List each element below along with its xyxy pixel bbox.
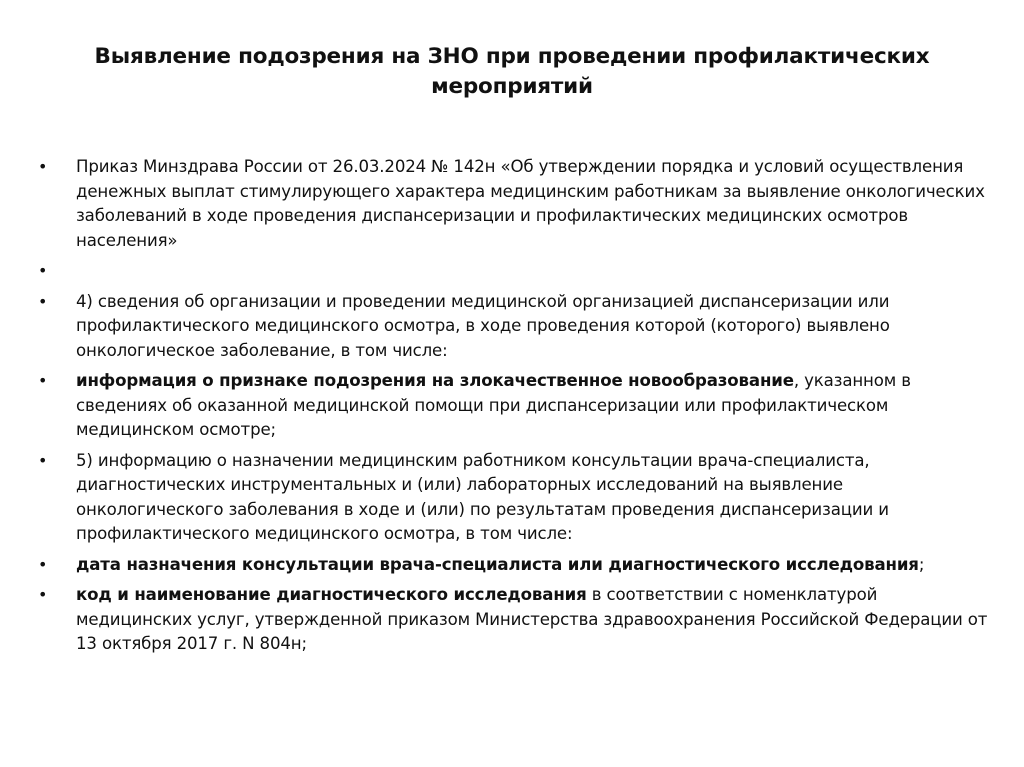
list-item-empty <box>38 259 988 284</box>
item-bold-text: код и наименование диагностического исследования <box>76 585 587 604</box>
item-bold-text: информация о признаке подозрения на злокачественное новообразование <box>76 371 794 390</box>
list-item-section-5 <box>38 449 988 547</box>
list-item-section-4 <box>38 290 988 364</box>
bullet-icon: • <box>38 291 48 311</box>
bullet-icon: • <box>38 554 48 574</box>
bullet-icon: • <box>38 371 48 390</box>
item-text: 4) сведения об организации и проведении медицинской организацией диспансеризации или профилактического медицинского осмотра, в ходе проведения которой (которого) выявлено онкологическое заболевание, в том числе: <box>76 291 890 360</box>
list-item-order <box>38 155 988 253</box>
item-text: ; <box>918 554 925 574</box>
list-item-diagnostic-code <box>38 583 988 657</box>
item-text: Приказ Минздрава России от 26.03.2024 № 142н «Об утверждении порядка и условий осуществления денежных выплат стимулирующего характера медицинским работникам за выявление онкологических заболеваний в ходе проведения диспансеризации и профилактических медицинских осмотров населения» <box>76 157 985 250</box>
item-text: в соответствии с номенклатурой медицинских услуг, утвержденной приказом Министерства здравоохранения Российской Федерации от 13 октября 2017 г. N 804н; <box>76 585 988 653</box>
bullet-list <box>38 155 988 663</box>
bullet-icon: • <box>38 585 48 604</box>
item-bold-text: дата назначения консультации врача-специалиста или диагностического исследования <box>76 554 919 574</box>
bullet-icon: • <box>38 261 48 280</box>
item-text: 5) информацию о назначении медицинским работником консультации врача-специалиста, диагностических инструментальных и (или) лабораторных исследований на выявление онкологического заболевания в ходе и (или) по результатам проведения диспансеризации и профилактического медицинского осмотра, в том числе: <box>76 450 889 543</box>
bullet-icon: • <box>38 450 48 470</box>
bullet-icon: • <box>38 157 48 176</box>
list-item-suspicion-sign <box>38 369 988 443</box>
page-title: Выявление подозрения на ЗНО при проведении профилактических мероприятий <box>94 44 930 99</box>
list-item-appointment-date <box>38 553 988 578</box>
item-text: , указанном в сведениях об оказанной медицинской помощи при диспансеризации или профилактическом медицинском осмотре; <box>76 371 911 439</box>
